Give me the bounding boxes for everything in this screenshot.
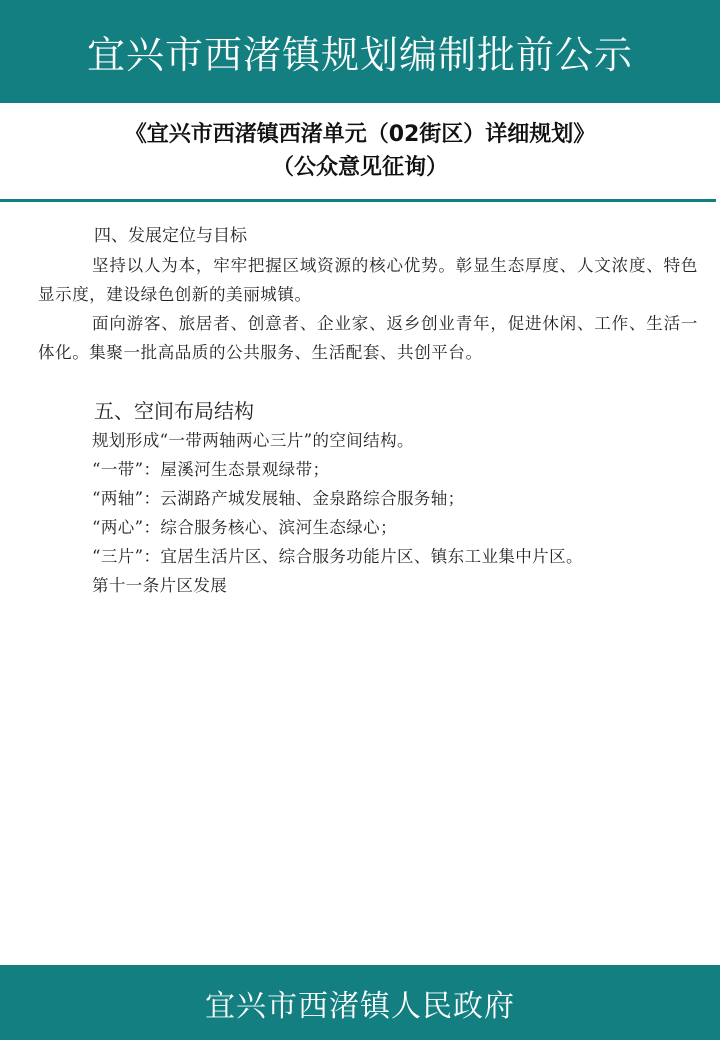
document-subtitle <box>0 118 720 184</box>
section-4-paragraph: 坚持以人为本，牢牢把握区域资源的核心优势。彰显生态厚度、人文浓度、特色显示度，建设绿色创新的美丽城镇。 <box>38 256 698 304</box>
divider <box>0 199 716 202</box>
header-title: 宜兴市西渚镇规划编制批前公示 <box>86 33 633 77</box>
section-5-line: “两心”：综合服务核心、滨河生态绿心； <box>92 518 397 537</box>
section-4-heading: 四、发展定位与目标 <box>94 226 247 246</box>
page-footer <box>0 965 720 1040</box>
section-5-line: “一带”：屋溪河生态景观绿带； <box>92 460 330 479</box>
subtitle-line-2: （公众意见征询） <box>271 155 448 180</box>
section-5-heading: 五、空间布局结构 <box>94 399 254 423</box>
page-header <box>0 0 720 103</box>
subtitle-line-1: 《宜兴市西渚镇西渚单元（02街区）详细规划》 <box>124 122 596 147</box>
section-5-line: “两轴”：云湖路产城发展轴、金泉路综合服务轴； <box>92 489 465 508</box>
footer-text: 宜兴市西渚镇人民政府 <box>205 988 515 1024</box>
section-5-line: “三片”：宜居生活片区、综合服务功能片区、镇东工业集中片区。 <box>92 547 583 566</box>
section-5-line: 规划形成“一带两轴两心三片”的空间结构。 <box>92 431 414 450</box>
section-5-line: 第十一条片区发展 <box>92 576 228 595</box>
section-4-paragraph: 面向游客、旅居者、创意者、企业家、返乡创业青年，促进休闲、工作、生活一体化。集聚一批高品质的公共服务、生活配套、共创平台。 <box>38 314 698 362</box>
document-body <box>38 222 698 600</box>
